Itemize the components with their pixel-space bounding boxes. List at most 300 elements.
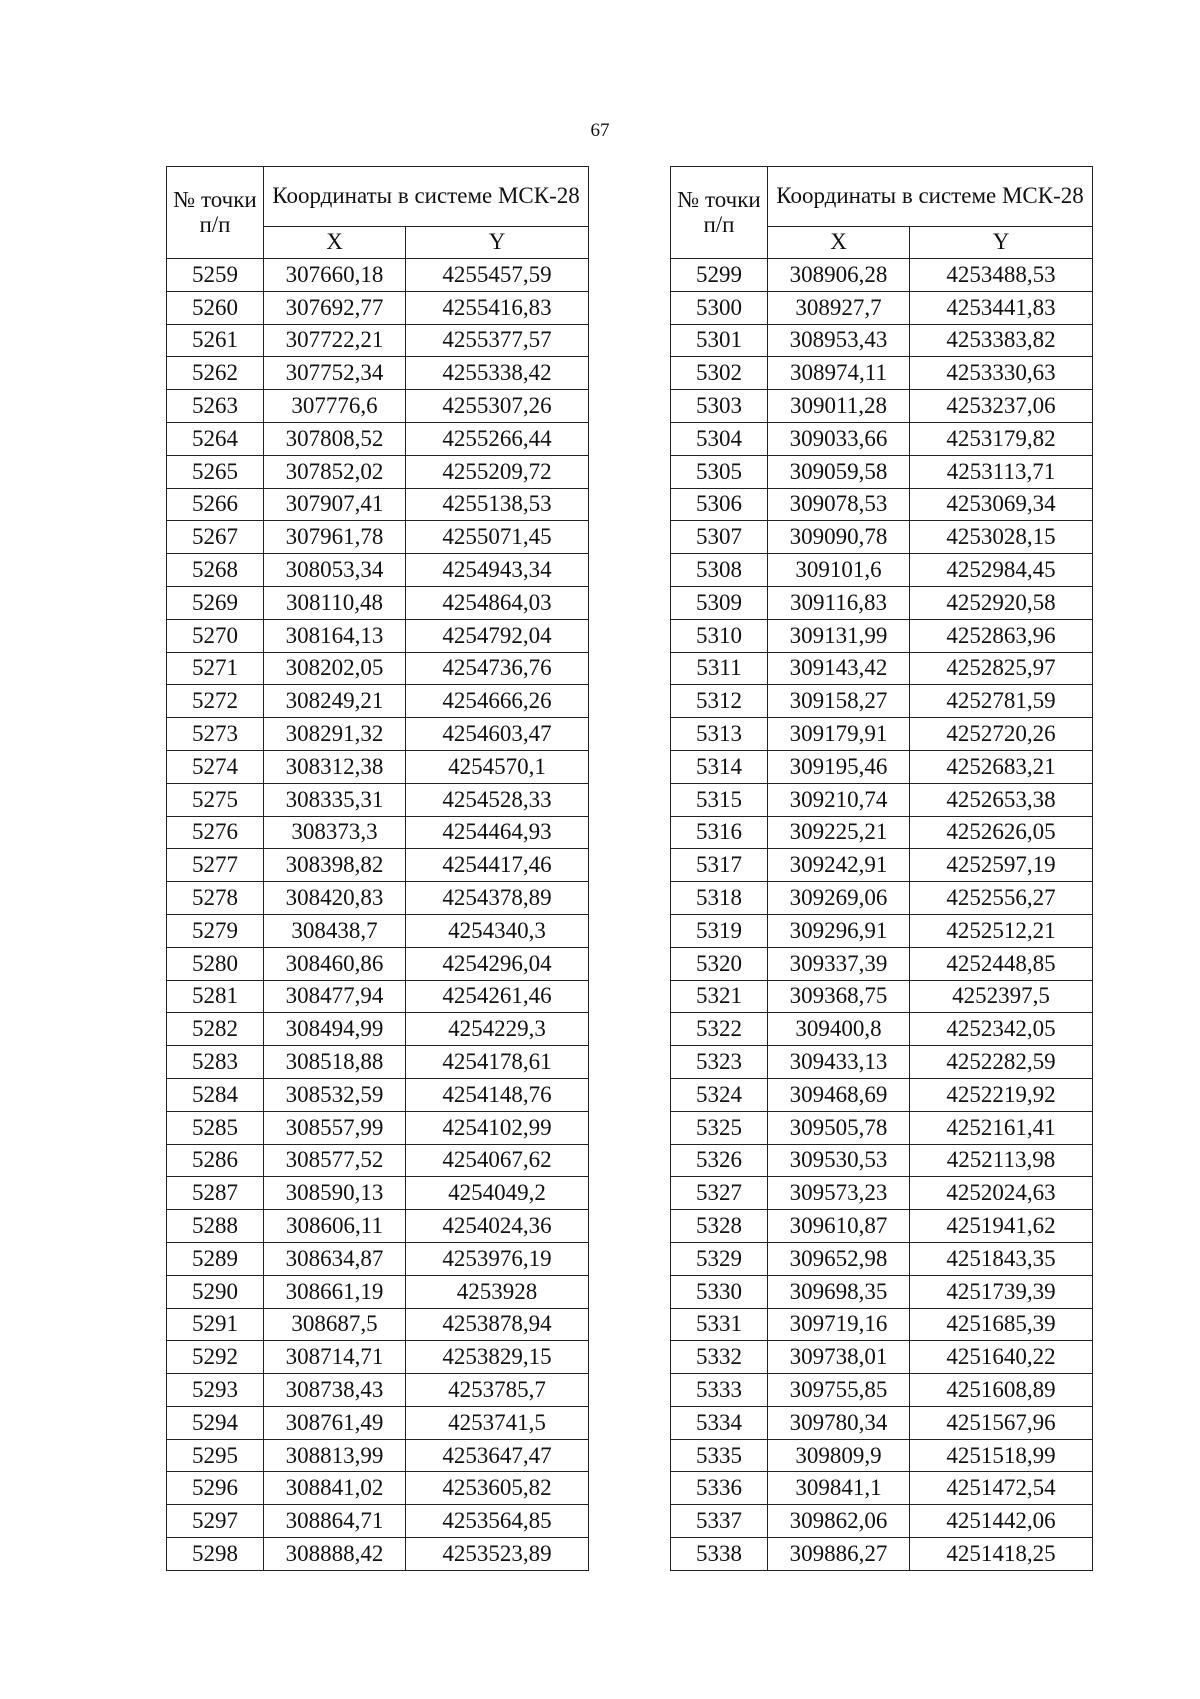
- x-coordinate-cell: 309505,78: [768, 1111, 910, 1144]
- y-coordinate-cell: 4253488,53: [910, 259, 1093, 292]
- table-row: [671, 1341, 1093, 1374]
- x-column-header: X: [768, 227, 910, 259]
- x-coordinate-cell: 309809,9: [768, 1439, 910, 1472]
- point-number-cell: 5312: [671, 685, 768, 718]
- table-row: [167, 554, 589, 587]
- x-coordinate-cell: 309296,91: [768, 914, 910, 947]
- x-coordinate-cell: 308661,19: [264, 1275, 406, 1308]
- x-coordinate-cell: 308477,94: [264, 980, 406, 1013]
- point-number-cell: 5293: [167, 1374, 264, 1407]
- y-coordinate-cell: 4253028,15: [910, 521, 1093, 554]
- x-coordinate-cell: 307907,41: [264, 488, 406, 521]
- point-number-cell: 5282: [167, 1013, 264, 1046]
- point-number-cell: 5290: [167, 1275, 264, 1308]
- table-row: [167, 816, 589, 849]
- table-row: [167, 390, 589, 423]
- x-coordinate-cell: 307752,34: [264, 357, 406, 390]
- x-coordinate-cell: 309269,06: [768, 882, 910, 915]
- point-number-cell: 5286: [167, 1144, 264, 1177]
- y-coordinate-cell: 4252653,38: [910, 783, 1093, 816]
- x-coordinate-cell: 308164,13: [264, 619, 406, 652]
- point-number-cell: 5311: [671, 652, 768, 685]
- y-coordinate-cell: 4252282,59: [910, 1046, 1093, 1079]
- x-coordinate-cell: 307961,78: [264, 521, 406, 554]
- y-coordinate-cell: 4254049,2: [406, 1177, 589, 1210]
- y-coordinate-cell: 4254792,04: [406, 619, 589, 652]
- x-coordinate-cell: 309011,28: [768, 390, 910, 423]
- table-row: [167, 291, 589, 324]
- x-coordinate-cell: 309530,53: [768, 1144, 910, 1177]
- x-coordinate-cell: 309368,75: [768, 980, 910, 1013]
- table-row: [167, 718, 589, 751]
- point-number-cell: 5310: [671, 619, 768, 652]
- point-number-cell: 5271: [167, 652, 264, 685]
- point-number-cell: 5279: [167, 914, 264, 947]
- x-coordinate-cell: 307692,77: [264, 291, 406, 324]
- point-number-cell: 5323: [671, 1046, 768, 1079]
- table-row: [167, 1505, 589, 1538]
- x-coordinate-cell: 309131,99: [768, 619, 910, 652]
- x-coordinate-cell: 308590,13: [264, 1177, 406, 1210]
- x-coordinate-cell: 309610,87: [768, 1210, 910, 1243]
- x-coordinate-cell: 308291,32: [264, 718, 406, 751]
- x-coordinate-cell: 308518,88: [264, 1046, 406, 1079]
- table-row: [671, 783, 1093, 816]
- y-coordinate-cell: 4254603,47: [406, 718, 589, 751]
- x-coordinate-cell: 309719,16: [768, 1308, 910, 1341]
- point-number-cell: 5270: [167, 619, 264, 652]
- x-coordinate-cell: 308953,43: [768, 324, 910, 357]
- table-row: [671, 488, 1093, 521]
- table-row: [671, 750, 1093, 783]
- x-coordinate-cell: 309780,34: [768, 1406, 910, 1439]
- point-number-cell: 5264: [167, 422, 264, 455]
- point-number-cell: 5337: [671, 1505, 768, 1538]
- x-coordinate-cell: 309242,91: [768, 849, 910, 882]
- table-row: [671, 947, 1093, 980]
- x-coordinate-cell: 308460,86: [264, 947, 406, 980]
- x-coordinate-cell: 308249,21: [264, 685, 406, 718]
- point-number-cell: 5304: [671, 422, 768, 455]
- point-number-cell: 5283: [167, 1046, 264, 1079]
- table-row: [167, 1341, 589, 1374]
- y-coordinate-cell: 4251418,25: [910, 1538, 1093, 1571]
- x-coordinate-cell: 308906,28: [768, 259, 910, 292]
- y-coordinate-cell: 4254024,36: [406, 1210, 589, 1243]
- y-coordinate-cell: 4252342,05: [910, 1013, 1093, 1046]
- table-row: [167, 1177, 589, 1210]
- y-coordinate-cell: 4255209,72: [406, 455, 589, 488]
- point-number-cell: 5281: [167, 980, 264, 1013]
- table-row: [671, 586, 1093, 619]
- y-coordinate-cell: 4251941,62: [910, 1210, 1093, 1243]
- y-coordinate-cell: 4254464,93: [406, 816, 589, 849]
- x-coordinate-cell: 309116,83: [768, 586, 910, 619]
- x-coordinate-cell: 309755,85: [768, 1374, 910, 1407]
- point-number-cell: 5326: [671, 1144, 768, 1177]
- table-row: [671, 718, 1093, 751]
- y-coordinate-cell: 4251843,35: [910, 1242, 1093, 1275]
- point-number-cell: 5292: [167, 1341, 264, 1374]
- page-number: 67: [590, 120, 610, 141]
- point-number-cell: 5322: [671, 1013, 768, 1046]
- point-number-cell: 5319: [671, 914, 768, 947]
- table-row: [671, 1406, 1093, 1439]
- y-coordinate-cell: 4253741,5: [406, 1406, 589, 1439]
- y-coordinate-cell: 4251567,96: [910, 1406, 1093, 1439]
- point-number-header: № точки п/п: [671, 167, 768, 259]
- x-coordinate-cell: 308888,42: [264, 1538, 406, 1571]
- table-row: [167, 914, 589, 947]
- table-row: [167, 357, 589, 390]
- coordinate-system-header: Координаты в системе МСК-28: [264, 167, 589, 227]
- y-coordinate-cell: 4254378,89: [406, 882, 589, 915]
- table-row: [167, 980, 589, 1013]
- y-coordinate-cell: 4251739,39: [910, 1275, 1093, 1308]
- y-coordinate-cell: 4253069,34: [910, 488, 1093, 521]
- y-coordinate-cell: 4255071,45: [406, 521, 589, 554]
- point-number-cell: 5288: [167, 1210, 264, 1243]
- point-number-cell: 5277: [167, 849, 264, 882]
- table-row: [671, 1275, 1093, 1308]
- point-number-cell: 5321: [671, 980, 768, 1013]
- x-coordinate-cell: 309573,23: [768, 1177, 910, 1210]
- y-coordinate-cell: 4253605,82: [406, 1472, 589, 1505]
- point-number-cell: 5294: [167, 1406, 264, 1439]
- table-row: [671, 422, 1093, 455]
- point-number-cell: 5309: [671, 586, 768, 619]
- table-row: [671, 1242, 1093, 1275]
- point-number-cell: 5320: [671, 947, 768, 980]
- x-coordinate-cell: 308398,82: [264, 849, 406, 882]
- y-coordinate-cell: 4252781,59: [910, 685, 1093, 718]
- y-coordinate-cell: 4254067,62: [406, 1144, 589, 1177]
- table-row: [671, 1111, 1093, 1144]
- x-coordinate-cell: 308577,52: [264, 1144, 406, 1177]
- x-coordinate-cell: 309225,21: [768, 816, 910, 849]
- table-row: [167, 1308, 589, 1341]
- x-coordinate-cell: 309400,8: [768, 1013, 910, 1046]
- point-number-cell: 5335: [671, 1439, 768, 1472]
- x-coordinate-cell: 308761,49: [264, 1406, 406, 1439]
- table-row: [671, 357, 1093, 390]
- coordinate-system-header: Координаты в системе МСК-28: [768, 167, 1093, 227]
- y-coordinate-cell: 4253976,19: [406, 1242, 589, 1275]
- table-row: [671, 1078, 1093, 1111]
- x-coordinate-cell: 309886,27: [768, 1538, 910, 1571]
- table-row: [671, 1505, 1093, 1538]
- coordinates-table-right: [670, 166, 1093, 1571]
- table-row: [167, 1439, 589, 1472]
- y-coordinate-cell: 4253330,63: [910, 357, 1093, 390]
- y-coordinate-cell: 4252597,19: [910, 849, 1093, 882]
- point-number-cell: 5301: [671, 324, 768, 357]
- y-coordinate-cell: 4252512,21: [910, 914, 1093, 947]
- table-row: [167, 849, 589, 882]
- point-number-cell: 5318: [671, 882, 768, 915]
- y-coordinate-cell: 4254102,99: [406, 1111, 589, 1144]
- table-row: [671, 291, 1093, 324]
- point-number-cell: 5269: [167, 586, 264, 619]
- x-coordinate-cell: 308110,48: [264, 586, 406, 619]
- point-number-cell: 5268: [167, 554, 264, 587]
- y-coordinate-cell: 4254229,3: [406, 1013, 589, 1046]
- table-row: [167, 1538, 589, 1571]
- table-row: [671, 324, 1093, 357]
- point-number-cell: 5317: [671, 849, 768, 882]
- x-coordinate-cell: 307776,6: [264, 390, 406, 423]
- point-number-cell: 5296: [167, 1472, 264, 1505]
- y-coordinate-cell: 4253383,82: [910, 324, 1093, 357]
- point-number-cell: 5332: [671, 1341, 768, 1374]
- point-number-cell: 5297: [167, 1505, 264, 1538]
- y-coordinate-cell: 4253179,82: [910, 422, 1093, 455]
- table-row: [671, 521, 1093, 554]
- y-coordinate-cell: 4252720,26: [910, 718, 1093, 751]
- x-coordinate-cell: 308438,7: [264, 914, 406, 947]
- y-coordinate-cell: 4255266,44: [406, 422, 589, 455]
- point-number-cell: 5303: [671, 390, 768, 423]
- point-number-cell: 5315: [671, 783, 768, 816]
- point-number-cell: 5300: [671, 291, 768, 324]
- point-number-cell: 5273: [167, 718, 264, 751]
- x-coordinate-cell: 309195,46: [768, 750, 910, 783]
- y-coordinate-cell: 4254736,76: [406, 652, 589, 685]
- y-coordinate-cell: 4254528,33: [406, 783, 589, 816]
- point-number-cell: 5295: [167, 1439, 264, 1472]
- table-row: [167, 586, 589, 619]
- point-number-cell: 5328: [671, 1210, 768, 1243]
- x-coordinate-cell: 307722,21: [264, 324, 406, 357]
- table-row: [671, 1472, 1093, 1505]
- table-row: [167, 652, 589, 685]
- x-coordinate-cell: 308714,71: [264, 1341, 406, 1374]
- table-row: [167, 1078, 589, 1111]
- x-coordinate-cell: 307660,18: [264, 259, 406, 292]
- table-row: [671, 652, 1093, 685]
- y-coordinate-cell: 4251442,06: [910, 1505, 1093, 1538]
- y-coordinate-cell: 4254178,61: [406, 1046, 589, 1079]
- table-row: [167, 259, 589, 292]
- table-row: [671, 1177, 1093, 1210]
- x-coordinate-cell: 307852,02: [264, 455, 406, 488]
- x-coordinate-cell: 309698,35: [768, 1275, 910, 1308]
- table-row: [167, 1111, 589, 1144]
- y-coordinate-cell: 4253113,71: [910, 455, 1093, 488]
- table-row: [167, 324, 589, 357]
- table-row: [671, 554, 1093, 587]
- y-coordinate-cell: 4253441,83: [910, 291, 1093, 324]
- x-coordinate-cell: 309862,06: [768, 1505, 910, 1538]
- table-row: [671, 816, 1093, 849]
- table-row: [671, 1308, 1093, 1341]
- y-coordinate-cell: 4254417,46: [406, 849, 589, 882]
- y-coordinate-cell: 4252113,98: [910, 1144, 1093, 1177]
- y-coordinate-cell: 4251472,54: [910, 1472, 1093, 1505]
- point-number-cell: 5313: [671, 718, 768, 751]
- table-row: [671, 1374, 1093, 1407]
- point-number-cell: 5299: [671, 259, 768, 292]
- y-coordinate-cell: 4254570,1: [406, 750, 589, 783]
- point-number-cell: 5287: [167, 1177, 264, 1210]
- y-coordinate-cell: 4253647,47: [406, 1439, 589, 1472]
- y-coordinate-cell: 4253829,15: [406, 1341, 589, 1374]
- table-row: [671, 619, 1093, 652]
- point-number-cell: 5327: [671, 1177, 768, 1210]
- table-row: [671, 980, 1093, 1013]
- table-row: [671, 914, 1093, 947]
- y-coordinate-cell: 4255338,42: [406, 357, 589, 390]
- point-number-cell: 5308: [671, 554, 768, 587]
- table-row: [671, 1210, 1093, 1243]
- x-coordinate-cell: 309158,27: [768, 685, 910, 718]
- point-number-cell: 5274: [167, 750, 264, 783]
- point-number-cell: 5284: [167, 1078, 264, 1111]
- table-row: [167, 750, 589, 783]
- y-coordinate-cell: 4253237,06: [910, 390, 1093, 423]
- table-row: [167, 455, 589, 488]
- point-number-cell: 5324: [671, 1078, 768, 1111]
- y-coordinate-cell: 4255138,53: [406, 488, 589, 521]
- table-row: [167, 1472, 589, 1505]
- point-number-cell: 5265: [167, 455, 264, 488]
- point-number-cell: 5267: [167, 521, 264, 554]
- x-coordinate-cell: 308738,43: [264, 1374, 406, 1407]
- x-coordinate-cell: 308974,11: [768, 357, 910, 390]
- y-coordinate-cell: 4253564,85: [406, 1505, 589, 1538]
- table-row: [167, 422, 589, 455]
- y-coordinate-cell: 4252448,85: [910, 947, 1093, 980]
- x-coordinate-cell: 309101,6: [768, 554, 910, 587]
- y-coordinate-cell: 4251640,22: [910, 1341, 1093, 1374]
- table-row: [167, 882, 589, 915]
- point-number-cell: 5278: [167, 882, 264, 915]
- y-coordinate-cell: 4255377,57: [406, 324, 589, 357]
- point-number-cell: 5285: [167, 1111, 264, 1144]
- y-coordinate-cell: 4252863,96: [910, 619, 1093, 652]
- y-coordinate-cell: 4254340,3: [406, 914, 589, 947]
- y-column-header: Y: [910, 227, 1093, 259]
- point-number-cell: 5329: [671, 1242, 768, 1275]
- y-coordinate-cell: 4252626,05: [910, 816, 1093, 849]
- point-number-cell: 5306: [671, 488, 768, 521]
- point-number-cell: 5338: [671, 1538, 768, 1571]
- point-number-cell: 5289: [167, 1242, 264, 1275]
- point-number-cell: 5276: [167, 816, 264, 849]
- y-coordinate-cell: 4252024,63: [910, 1177, 1093, 1210]
- x-coordinate-cell: 309433,13: [768, 1046, 910, 1079]
- x-coordinate-cell: 309078,53: [768, 488, 910, 521]
- table-row: [167, 1242, 589, 1275]
- point-number-cell: 5302: [671, 357, 768, 390]
- table-row: [167, 1013, 589, 1046]
- y-coordinate-cell: 4253928: [406, 1275, 589, 1308]
- y-coordinate-cell: 4255416,83: [406, 291, 589, 324]
- table-row: [671, 390, 1093, 423]
- table-row: [167, 1374, 589, 1407]
- x-coordinate-cell: 309090,78: [768, 521, 910, 554]
- table-row: [671, 1538, 1093, 1571]
- table-row: [167, 1210, 589, 1243]
- table-row: [167, 488, 589, 521]
- y-coordinate-cell: 4255307,26: [406, 390, 589, 423]
- y-coordinate-cell: 4254296,04: [406, 947, 589, 980]
- x-coordinate-cell: 309059,58: [768, 455, 910, 488]
- x-coordinate-cell: 308557,99: [264, 1111, 406, 1144]
- table-row: [671, 1046, 1093, 1079]
- y-coordinate-cell: 4253785,7: [406, 1374, 589, 1407]
- x-coordinate-cell: 308864,71: [264, 1505, 406, 1538]
- point-number-header: № точки п/п: [167, 167, 264, 259]
- y-coordinate-cell: 4254148,76: [406, 1078, 589, 1111]
- x-coordinate-cell: 308813,99: [264, 1439, 406, 1472]
- point-number-cell: 5307: [671, 521, 768, 554]
- table-row: [671, 882, 1093, 915]
- y-coordinate-cell: 4254943,34: [406, 554, 589, 587]
- x-coordinate-cell: 308687,5: [264, 1308, 406, 1341]
- x-coordinate-cell: 309841,1: [768, 1472, 910, 1505]
- y-coordinate-cell: 4252984,45: [910, 554, 1093, 587]
- point-number-cell: 5316: [671, 816, 768, 849]
- table-row: [167, 947, 589, 980]
- point-number-cell: 5266: [167, 488, 264, 521]
- x-coordinate-cell: 309468,69: [768, 1078, 910, 1111]
- point-number-cell: 5314: [671, 750, 768, 783]
- coordinates-table-left: [166, 166, 589, 1571]
- y-coordinate-cell: 4253523,89: [406, 1538, 589, 1571]
- x-coordinate-cell: 309179,91: [768, 718, 910, 751]
- table-row: [671, 1144, 1093, 1177]
- table-row: [167, 1046, 589, 1079]
- table-row: [671, 259, 1093, 292]
- table-row: [671, 1013, 1093, 1046]
- y-coordinate-cell: 4252920,58: [910, 586, 1093, 619]
- x-coordinate-cell: 308312,38: [264, 750, 406, 783]
- y-coordinate-cell: 4252219,92: [910, 1078, 1093, 1111]
- y-column-header: Y: [406, 227, 589, 259]
- point-number-cell: 5334: [671, 1406, 768, 1439]
- table-row: [167, 685, 589, 718]
- table-row: [167, 521, 589, 554]
- table-row: [167, 1275, 589, 1308]
- table-row: [671, 685, 1093, 718]
- x-coordinate-cell: 308634,87: [264, 1242, 406, 1275]
- x-coordinate-cell: 308335,31: [264, 783, 406, 816]
- x-coordinate-cell: 308202,05: [264, 652, 406, 685]
- point-number-cell: 5336: [671, 1472, 768, 1505]
- y-coordinate-cell: 4251518,99: [910, 1439, 1093, 1472]
- point-number-cell: 5298: [167, 1538, 264, 1571]
- y-coordinate-cell: 4251608,89: [910, 1374, 1093, 1407]
- y-coordinate-cell: 4254864,03: [406, 586, 589, 619]
- point-number-cell: 5260: [167, 291, 264, 324]
- point-number-cell: 5259: [167, 259, 264, 292]
- point-number-cell: 5331: [671, 1308, 768, 1341]
- point-number-cell: 5261: [167, 324, 264, 357]
- x-coordinate-cell: 307808,52: [264, 422, 406, 455]
- x-coordinate-cell: 309210,74: [768, 783, 910, 816]
- y-coordinate-cell: 4252825,97: [910, 652, 1093, 685]
- x-coordinate-cell: 309143,42: [768, 652, 910, 685]
- y-coordinate-cell: 4252683,21: [910, 750, 1093, 783]
- x-coordinate-cell: 308373,3: [264, 816, 406, 849]
- point-number-cell: 5291: [167, 1308, 264, 1341]
- x-coordinate-cell: 308927,7: [768, 291, 910, 324]
- y-coordinate-cell: 4252556,27: [910, 882, 1093, 915]
- y-coordinate-cell: 4254666,26: [406, 685, 589, 718]
- x-coordinate-cell: 309652,98: [768, 1242, 910, 1275]
- y-coordinate-cell: 4252397,5: [910, 980, 1093, 1013]
